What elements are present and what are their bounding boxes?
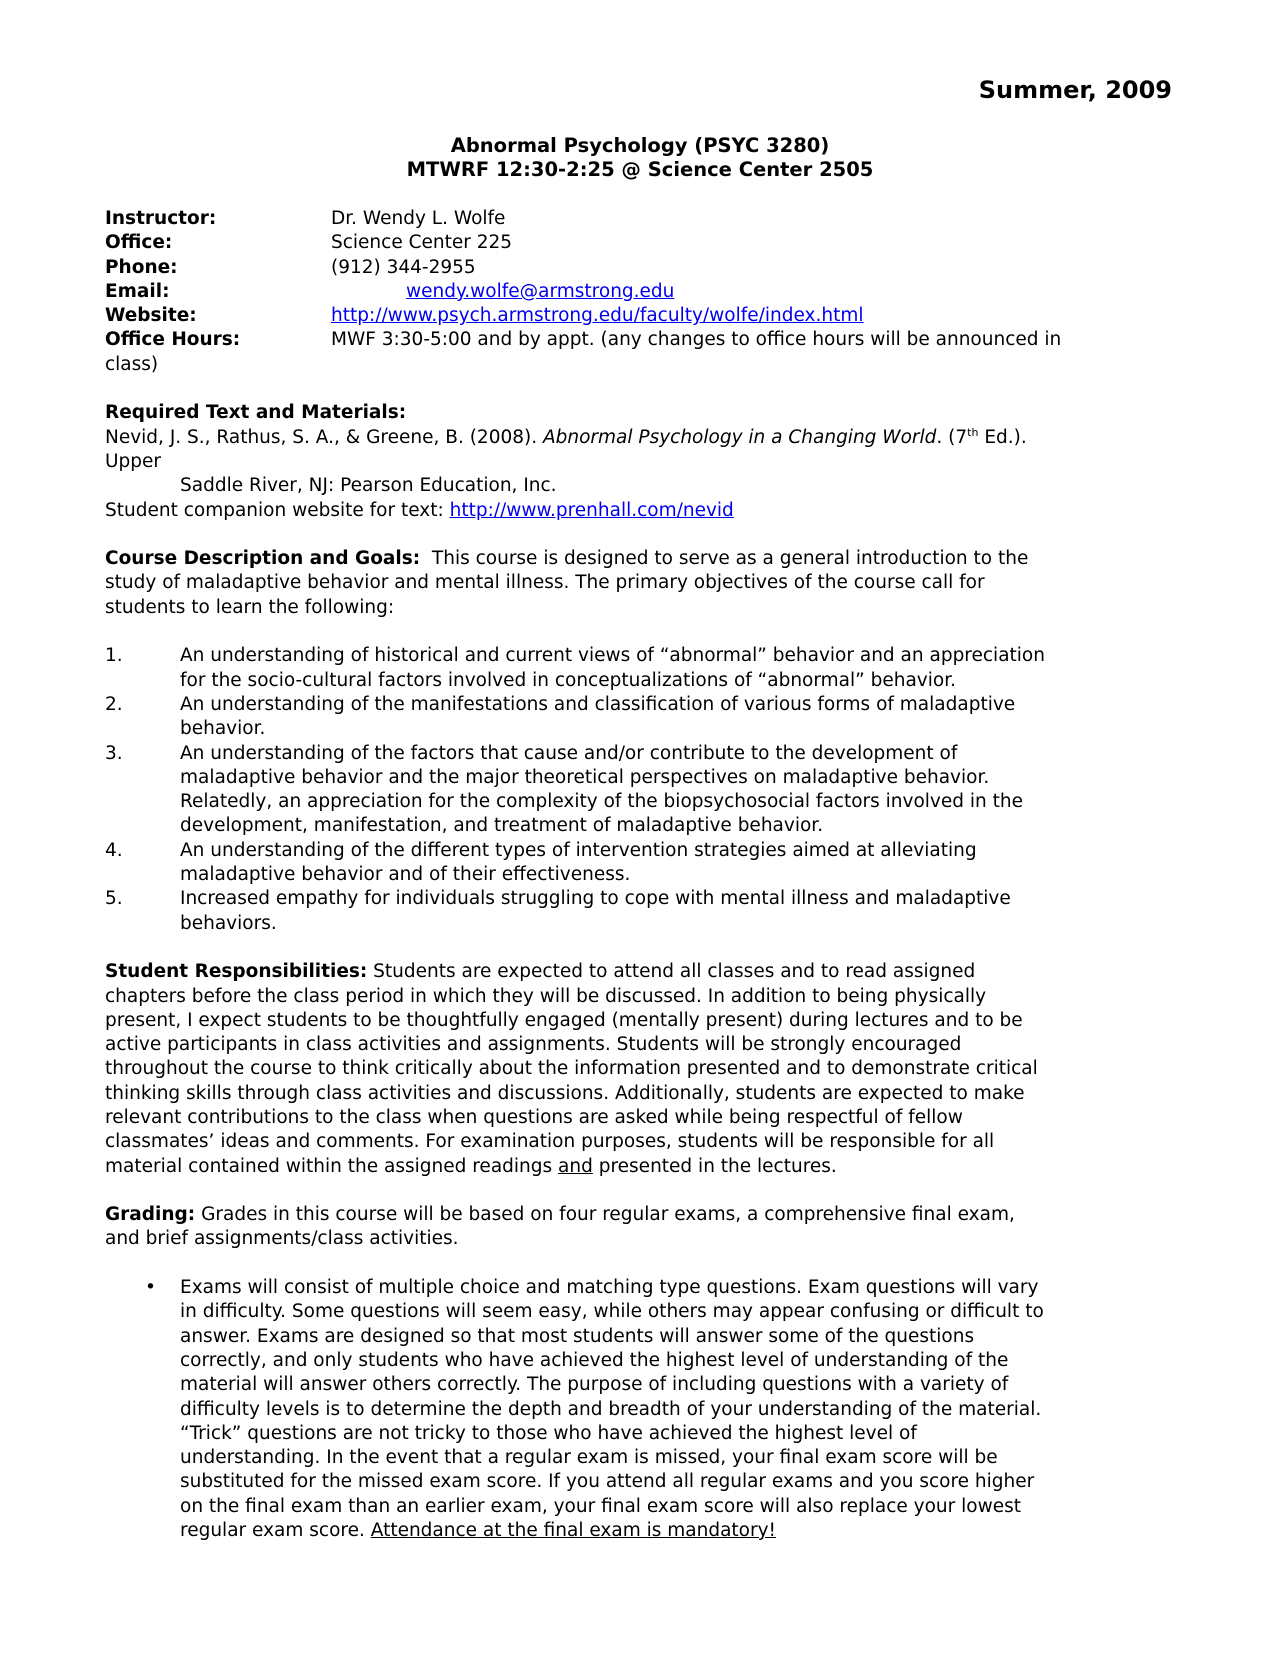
email-link[interactable]: wendy.wolfe@armstrong.edu [406, 280, 675, 302]
bullet-text [180, 1276, 1044, 1519]
bullet-line: substituted for the missed exam score. If you attend all regular exams and you score higher [180, 1471, 1035, 1493]
responsibilities-text: presented in the lectures. [592, 1155, 837, 1177]
semester: Summer, 2009 [978, 76, 1172, 104]
responsibilities-text: Students are expected to attend all classes and to read assigned [367, 961, 976, 983]
citation-line [105, 426, 1185, 450]
grading-heading: Grading: [105, 1204, 196, 1226]
bullet-line: Exams will consist of multiple choice and matching type questions. Exam questions will vary [180, 1277, 1039, 1299]
goal-line: Increased empathy for individuals struggling to cope with mental illness and maladaptive [180, 888, 1011, 910]
bullet-text: regular exam score. [180, 1520, 371, 1542]
grading-line: and brief assignments/class activities. [105, 1228, 459, 1250]
bullet-line: material will answer others correctly. The purpose of including questions with a variety of [180, 1374, 1009, 1396]
phone-value: (912) 344-2955 [331, 256, 476, 278]
companion-line [105, 499, 1185, 523]
goal-line: An understanding of the manifestations and classification of various forms of maladaptive [180, 693, 1016, 715]
bullet-line: “Trick” questions are not tricky to those who have achieved the highest level of [180, 1422, 917, 1444]
grading-text: Grades in this course will be based on four regular exams, a comprehensive final exam, [195, 1204, 1015, 1226]
bullet-line: answer. Exams are designed so that most students will answer some of the questions [180, 1325, 975, 1347]
hours-label: Office Hours: [105, 329, 241, 351]
bullet-line: understanding. In the event that a regular exam is missed, your final exam score will be [180, 1447, 998, 1469]
bullet-line [180, 1519, 1044, 1543]
goal-line: for the socio-cultural factors involved in conceptualizations of “abnormal” behavior. [180, 669, 956, 691]
companion-label: Student companion website for text: [105, 499, 450, 521]
goal-number: 2. [105, 693, 123, 715]
citation-authors: Nevid, J. S., Rathus, S. A., & Greene, B. (2008). [105, 426, 543, 448]
bullet-line: correctly, and only students who have achieved the highest level of understanding of the [180, 1349, 1009, 1371]
responsibilities-line: throughout the course to think critically about the information presented and to demonstrate critical [105, 1058, 1038, 1080]
edition-superscript: th [967, 425, 979, 439]
goal-line: An understanding of the factors that cause and/or contribute to the development of [180, 742, 958, 764]
office-label: Office: [105, 232, 173, 254]
responsibilities-line: active participants in class activities and assignments. Students will be strongly encouraged [105, 1034, 962, 1056]
goal-line: development, manifestation, and treatment of maladaptive behavior. [180, 815, 824, 837]
mandatory-notice: Attendance at the final exam is mandatory! [370, 1520, 776, 1542]
office-value: Science Center 225 [331, 232, 513, 254]
syllabus-body [105, 207, 1185, 1543]
bullet-line: in difficulty. Some questions will seem easy, while others may appear confusing or difficult to [180, 1301, 1044, 1323]
citation-edition: . (7 [936, 426, 968, 448]
description-line: students to learn the following: [105, 596, 395, 618]
goal-item [105, 839, 1185, 888]
website-row [105, 304, 1185, 328]
bullet-icon: • [145, 1277, 156, 1299]
responsibilities-line: present, I expect students to be thoughtfully engaged (mentally present) during lectures and to be [105, 1009, 1023, 1031]
phone-row [105, 256, 1185, 280]
citation-edition-end: Ed.). [978, 426, 1027, 448]
goal-number: 5. [105, 888, 123, 910]
goal-item [105, 644, 1185, 693]
responsibilities-line: relevant contributions to the class when questions are asked while being respectful of fellow [105, 1106, 963, 1128]
office-row [105, 231, 1185, 255]
goal-line: Relatedly, an appreciation for the complexity of the biopsychosocial factors involved in the [180, 791, 1023, 813]
responsibilities-line: chapters before the class period in which they will be discussed. In addition to being physically [105, 985, 987, 1007]
instructor-row [105, 207, 1185, 231]
hours-row [105, 328, 1185, 352]
goal-item [105, 887, 1185, 936]
bullet-line: difficulty levels is to determine the depth and breadth of your understanding of the material. [180, 1398, 1042, 1420]
goal-item [105, 742, 1185, 839]
materials-heading-text: Required Text and Materials: [105, 402, 407, 424]
goal-line: maladaptive behavior and the major theoretical perspectives on maladaptive behavior. [180, 766, 990, 788]
responsibilities-body [105, 985, 1185, 1155]
responsibilities-line: thinking skills through class activities and discussions. Additionally, students are expected to make [105, 1082, 1025, 1104]
hours-continued: class) [105, 353, 159, 375]
goal-number: 3. [105, 742, 123, 764]
materials-heading [105, 401, 1185, 425]
description-line: study of maladaptive behavior and mental illness. The primary objectives of the course call for [105, 572, 985, 594]
course-title: Abnormal Psychology (PSYC 3280) [450, 134, 830, 157]
instructor-name: Dr. Wendy L. Wolfe [331, 208, 506, 229]
underlined-and: and [558, 1155, 593, 1177]
book-title: Abnormal Psychology in a Changing World [542, 426, 937, 448]
bullet-line: on the final exam than an earlier exam, your final exam score will also replace your lowest [180, 1495, 1021, 1517]
description-line [105, 547, 1185, 571]
hours-value: MWF 3:30-5:00 and by appt. (any changes to office hours will be announced in [331, 329, 1062, 351]
description-heading: Course Description and Goals: [105, 548, 421, 570]
goal-line: An understanding of the different types of intervention strategies aimed at alleviating [180, 839, 977, 861]
description-text: This course is designed to serve as a general introduction to the [420, 548, 1029, 570]
website-link[interactable]: http://www.psych.armstrong.edu/faculty/wolfe/index.html [331, 305, 864, 327]
goal-item [105, 693, 1185, 742]
responsibilities-heading: Student Responsibilities: [105, 961, 368, 983]
phone-label: Phone: [105, 256, 178, 278]
website-label: Website: [105, 305, 197, 327]
goal-line: maladaptive behavior and of their effectiveness. [180, 864, 631, 886]
responsibilities-line [105, 1155, 1185, 1179]
email-row [105, 280, 1185, 304]
instructor-label: Instructor: [105, 208, 217, 229]
goal-line: behavior. [180, 718, 266, 740]
companion-link[interactable]: http://www.prenhall.com/nevid [449, 499, 734, 521]
responsibilities-line: classmates’ ideas and comments. For examination purposes, students will be responsible for all [105, 1131, 995, 1153]
grading-line [105, 1203, 1185, 1227]
email-label: Email: [105, 280, 170, 302]
goals-list [105, 644, 1185, 936]
exam-bullet-item [105, 1276, 1185, 1543]
responsibilities-text: material contained within the assigned readings [105, 1155, 559, 1177]
goal-number: 4. [105, 839, 123, 861]
citation-publisher: Saddle River, NJ: Pearson Education, Inc. [180, 475, 557, 497]
goal-line: behaviors. [180, 912, 277, 934]
responsibilities-line [105, 960, 1185, 984]
course-schedule: MTWRF 12:30-2:25 @ Science Center 2505 [406, 158, 874, 181]
goal-line: An understanding of historical and current views of “abnormal” behavior and an appreciation [180, 645, 1045, 667]
goal-number: 1. [105, 645, 123, 667]
citation-line-2: Upper [105, 450, 162, 472]
